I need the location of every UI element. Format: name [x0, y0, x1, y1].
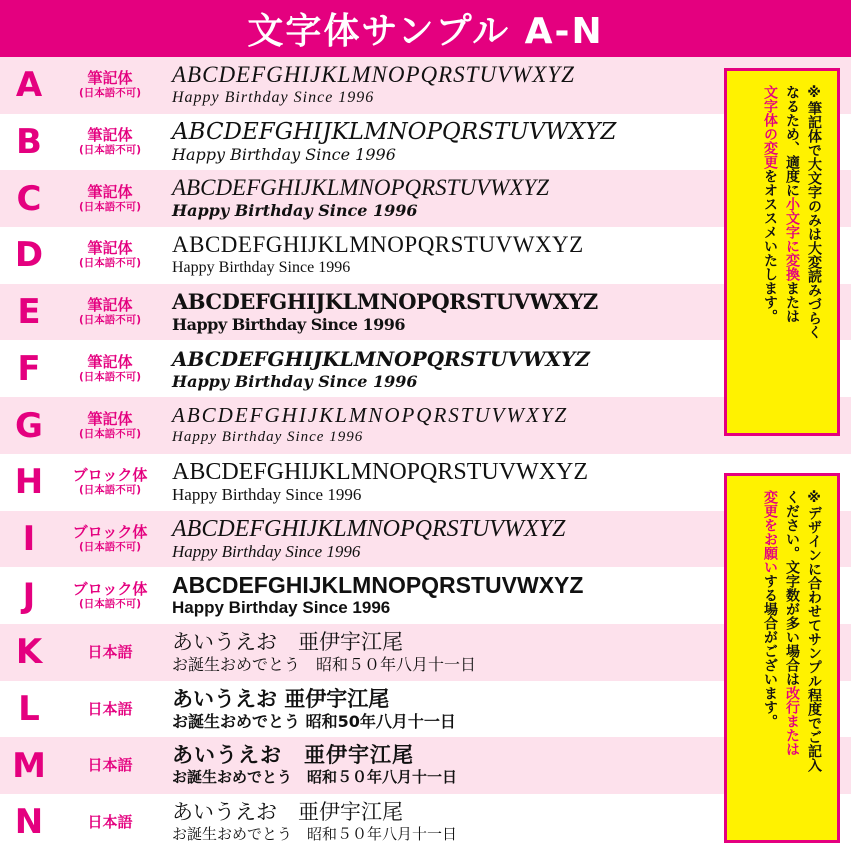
font-type: [60, 227, 160, 284]
row-letter: C: [16, 178, 42, 219]
font-type-label: 筆記体: [87, 352, 133, 371]
sample-alphabet: ABCDEFGHIJKLMNOPQRSTUVWXYZ: [172, 346, 590, 371]
sample-alphabet: ABCDEFGHIJKLMNOPQRSTUVWXYZ: [172, 288, 598, 314]
notice-text: ※筆記体で大文字のみは大変読みづらく なるため、適度に小文字に変換または 文字体の変更をオススメいたします。: [762, 85, 822, 339]
font-type-label: 筆記体: [87, 126, 133, 145]
font-type-label: 筆記体: [87, 239, 133, 258]
font-sample: [168, 172, 708, 224]
row-letter: I: [22, 518, 36, 559]
font-type: [60, 511, 160, 568]
row-letter: M: [12, 745, 46, 786]
font-type-note: (日本語不可): [78, 144, 142, 157]
sample-phrase: Happy Birthday Since 1996: [172, 371, 418, 391]
font-sample: [168, 739, 708, 791]
font-sample: [168, 513, 708, 565]
notice-box-cursive: [724, 68, 840, 436]
row-letter: H: [14, 462, 44, 503]
sample-alphabet: ABCDEFGHIJKLMNOPQRSTUVWXYZ: [172, 403, 569, 428]
font-type-note: (日本語不可): [78, 370, 142, 383]
font-type-note: (日本語不可): [78, 200, 142, 213]
sample-alphabet: ABCDEFGHIJKLMNOPQRSTUVWXYZ: [172, 175, 549, 201]
row-letter: E: [17, 292, 41, 333]
sample-phrase: Happy Birthday Since 1996: [172, 89, 375, 106]
font-type-label: 日本語: [87, 756, 133, 775]
font-type: [60, 397, 160, 454]
sample-phrase: Happy Birthday Since 1996: [172, 259, 351, 277]
font-type-label: 日本語: [87, 699, 133, 718]
row-letter: F: [17, 348, 41, 389]
font-type: [60, 624, 160, 681]
sample-alphabet: ABCDEFGHIJKLMNOPQRSTUVWXYZ: [172, 572, 584, 599]
font-type: [60, 170, 160, 227]
font-type: [60, 284, 160, 341]
font-type-label: 筆記体: [87, 69, 133, 88]
notice-text: ※デザインに合わせてサンプル程度でご記入 ください。文字数が多い場合は改行または 変更をお願いする場合がございます。: [762, 490, 822, 772]
font-type: [60, 681, 160, 738]
font-type-label: 筆記体: [87, 409, 133, 428]
notice-box-design: [724, 473, 840, 843]
sample-phrase: Happy Birthday Since 1996: [172, 598, 391, 618]
row-letter: A: [15, 65, 43, 106]
sample-alphabet: ABCDEFGHIJKLMNOPQRSTUVWXYZ: [172, 515, 566, 542]
sample-kana-kanji: あいうえお 亜伊宇江尾: [172, 630, 403, 654]
row-letter: J: [22, 575, 36, 616]
font-type: [60, 57, 160, 114]
sample-phrase: Happy Birthday Since 1996: [172, 314, 405, 334]
sample-phrase: Happy Birthday Since 1996: [172, 429, 364, 446]
font-type-label: 筆記体: [87, 182, 133, 201]
sample-phrase: お誕生おめでとう 昭和50年八月十一日: [172, 711, 456, 731]
font-type-label: 日本語: [87, 812, 133, 831]
sample-kana-kanji: あいうえお 亜伊宇江尾: [172, 743, 414, 768]
row-letter: K: [15, 632, 43, 673]
font-sample: [168, 399, 708, 451]
sample-phrase: Happy Birthday Since 1996: [172, 201, 418, 221]
sample-kana-kanji: あいうえお 亜伊宇江尾: [172, 686, 390, 711]
sample-phrase: Happy Birthday Since 1996: [172, 144, 396, 164]
notice-highlight: 改行または 変更をお願い: [762, 490, 800, 756]
sample-phrase: お誕生おめでとう 昭和５０年八月十一日: [172, 825, 458, 844]
row-letter: B: [16, 122, 42, 163]
sample-phrase: Happy Birthday Since 1996: [172, 541, 361, 561]
font-type-label: ブロック体: [72, 522, 148, 541]
sample-alphabet: ABCDEFGHIJKLMNOPQRSTUVWXYZ: [172, 232, 584, 258]
font-type-label: ブロック体: [72, 466, 148, 485]
font-sample: [168, 456, 708, 508]
font-type-note: (日本語不可): [78, 427, 142, 440]
font-sample: [168, 286, 708, 338]
font-sample: [168, 116, 708, 168]
font-sample: [168, 683, 708, 735]
sample-alphabet: ABCDEFGHIJKLMNOPQRSTUVWXYZ: [172, 458, 589, 485]
font-sample: [168, 796, 708, 848]
font-type: [60, 341, 160, 398]
notice-highlight: 文字体の変更: [762, 85, 778, 169]
row-letter: L: [18, 689, 40, 730]
font-type: [60, 737, 160, 794]
font-type-label: 筆記体: [87, 296, 133, 315]
row-letter: D: [14, 235, 44, 276]
font-sample: [168, 343, 708, 395]
font-type: [60, 454, 160, 511]
sample-phrase: Happy Birthday Since 1996: [172, 484, 362, 504]
font-sample: [168, 229, 708, 281]
row-letter: G: [15, 405, 43, 446]
row-letter: N: [14, 802, 44, 843]
sample-phrase: お誕生おめでとう 昭和５０年八月十一日: [172, 655, 477, 674]
font-type-note: (日本語不可): [78, 540, 142, 553]
font-type-label: 日本語: [87, 642, 133, 661]
notice-highlight: 小文字に変換: [784, 197, 800, 281]
font-sample: [168, 569, 708, 621]
font-type-note: (日本語不可): [78, 314, 142, 327]
font-sample: [168, 626, 708, 678]
font-type-note: (日本語不可): [78, 87, 142, 100]
font-type-label: ブロック体: [72, 579, 148, 598]
sample-phrase: お誕生おめでとう 昭和５０年八月十一日: [172, 768, 458, 787]
font-sample: [168, 59, 708, 111]
sample-alphabet: ABCDEFGHIJKLMNOPQRSTUVWXYZ: [172, 118, 617, 145]
font-type-note: (日本語不可): [78, 257, 142, 270]
font-type-note: (日本語不可): [78, 484, 142, 497]
font-type: [60, 567, 160, 624]
font-type: [60, 114, 160, 171]
font-type: [60, 794, 160, 851]
sample-kana-kanji: あいうえお 亜伊宇江尾: [172, 800, 403, 825]
page-title: 文字体サンプル A-N: [0, 0, 851, 57]
font-type-note: (日本語不可): [78, 597, 142, 610]
sample-alphabet: ABCDEFGHIJKLMNOPQRSTUVWXYZ: [172, 62, 575, 87]
